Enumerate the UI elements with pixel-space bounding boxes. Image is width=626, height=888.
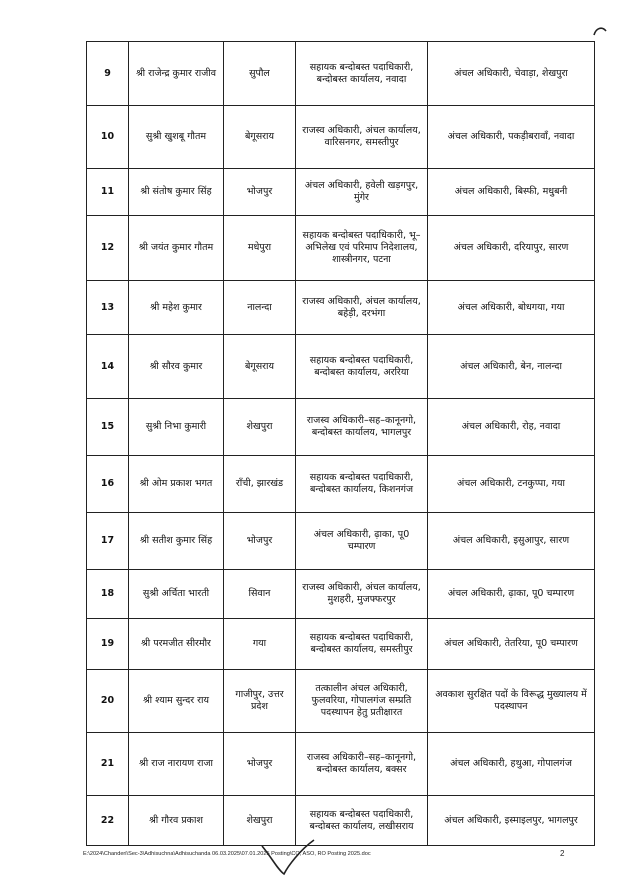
current-posting: सहायक बन्दोबस्त पदाधिकारी, बन्दोबस्त कार्यालय, लखीसराय <box>296 796 428 846</box>
new-posting: अंचल अधिकारी, दरियापुर, सारण <box>428 216 595 281</box>
new-posting: अंचल अधिकारी, चेवाड़ा, शेखपुरा <box>428 42 595 106</box>
officer-name: श्री राज नारायण राजा <box>129 733 224 796</box>
table-row <box>87 281 595 335</box>
table-row <box>87 456 595 513</box>
serial-number: 11 <box>87 169 129 216</box>
new-posting: अंचल अधिकारी, हथुआ, गोपालगंज <box>428 733 595 796</box>
officer-name: श्री परमजीत सीरमौर <box>129 619 224 670</box>
home-district: नालन्दा <box>224 281 296 335</box>
current-posting: राजस्व अधिकारी, अंचल कार्यालय, वारिसनगर, समस्तीपुर <box>296 106 428 169</box>
current-posting: राजस्व अधिकारी–सह–कानूनगो, बन्दोबस्त कार्यालय, भागलपुर <box>296 399 428 456</box>
serial-number: 10 <box>87 106 129 169</box>
home-district: भोजपुर <box>224 169 296 216</box>
current-posting: तत्कालीन अंचल अधिकारी, फुलवरिया, गोपालगंज सम्प्रति पदस्थापन हेतु प्रतीक्षारत <box>296 670 428 733</box>
table-row <box>87 570 595 619</box>
officer-name: श्री सतीश कुमार सिंह <box>129 513 224 570</box>
home-district: मधेपुरा <box>224 216 296 281</box>
serial-number: 13 <box>87 281 129 335</box>
current-posting: सहायक बन्दोबस्त पदाधिकारी, भू–अभिलेख एवं परिमाप निदेशालय, शास्त्रीनगर, पटना <box>296 216 428 281</box>
officer-name: श्री श्याम सुन्दर राय <box>129 670 224 733</box>
new-posting: अवकाश सुरक्षित पदों के विरूद्ध मुख्यालय में पदस्थापन <box>428 670 595 733</box>
table-row <box>87 106 595 169</box>
current-posting: सहायक बन्दोबस्त पदाधिकारी, बन्दोबस्त कार्यालय, नवादा <box>296 42 428 106</box>
officer-name: श्री ओम प्रकाश भगत <box>129 456 224 513</box>
table-row <box>87 42 595 106</box>
file-path-footer: E:\2024\Chanderi\Sec-3\Adhisuchna\Adhisuchanda 06.03.2025\07.01.2025 Posting\CO, ASO, RO Posting 2025.doc <box>83 851 371 857</box>
home-district: गाजीपुर, उत्तर प्रदेश <box>224 670 296 733</box>
officer-name: श्री महेश कुमार <box>129 281 224 335</box>
home-district: बेगूसराय <box>224 106 296 169</box>
officer-name: सुश्री खुशबू गौतम <box>129 106 224 169</box>
serial-number: 9 <box>87 42 129 106</box>
new-posting: अंचल अधिकारी, बिस्फी, मधुबनी <box>428 169 595 216</box>
home-district: बेगूसराय <box>224 335 296 399</box>
serial-number: 15 <box>87 399 129 456</box>
home-district: गया <box>224 619 296 670</box>
officer-name: श्री गौरव प्रकाश <box>129 796 224 846</box>
current-posting: राजस्व अधिकारी, अंचल कार्यालय, मुशहरी, मुजफ्फरपुर <box>296 570 428 619</box>
table-row <box>87 169 595 216</box>
officer-name: सुश्री अर्चिता भारती <box>129 570 224 619</box>
serial-number: 14 <box>87 335 129 399</box>
officer-name: श्री जयंत कुमार गौतम <box>129 216 224 281</box>
serial-number: 17 <box>87 513 129 570</box>
new-posting: अंचल अधिकारी, इसुआपुर, सारण <box>428 513 595 570</box>
new-posting: अंचल अधिकारी, ढ़ाका, पू0 चम्पारण <box>428 570 595 619</box>
current-posting: राजस्व अधिकारी, अंचल कार्यालय, बहेड़ी, दरभंगा <box>296 281 428 335</box>
posting-table <box>86 41 595 846</box>
home-district: सुपौल <box>224 42 296 106</box>
officer-name: श्री सौरव कुमार <box>129 335 224 399</box>
home-district: शेखपुरा <box>224 796 296 846</box>
officer-name: श्री राजेन्द्र कुमार राजीव <box>129 42 224 106</box>
pen-mark-icon <box>592 24 608 38</box>
table-row <box>87 335 595 399</box>
home-district: राँची, झारखंड <box>224 456 296 513</box>
new-posting: अंचल अधिकारी, बेन, नालन्दा <box>428 335 595 399</box>
table-row <box>87 399 595 456</box>
table-row <box>87 216 595 281</box>
new-posting: अंचल अधिकारी, बोधगया, गया <box>428 281 595 335</box>
table-row <box>87 619 595 670</box>
serial-number: 20 <box>87 670 129 733</box>
new-posting: अंचल अधिकारी, रोह, नवादा <box>428 399 595 456</box>
page-number: 2 <box>560 849 565 858</box>
home-district: शेखपुरा <box>224 399 296 456</box>
home-district: भोजपुर <box>224 733 296 796</box>
table-row <box>87 733 595 796</box>
tick-mark-icon <box>258 836 318 878</box>
table-row <box>87 513 595 570</box>
table-row <box>87 670 595 733</box>
home-district: सिवान <box>224 570 296 619</box>
current-posting: सहायक बन्दोबस्त पदाधिकारी, बन्दोबस्त कार्यालय, समस्तीपुर <box>296 619 428 670</box>
serial-number: 21 <box>87 733 129 796</box>
serial-number: 18 <box>87 570 129 619</box>
new-posting: अंचल अधिकारी, इस्माइलपुर, भागलपुर <box>428 796 595 846</box>
current-posting: राजस्व अधिकारी–सह–कानूनगो, बन्दोबस्त कार्यालय, बक्सर <box>296 733 428 796</box>
officer-name: सुश्री निभा कुमारी <box>129 399 224 456</box>
serial-number: 12 <box>87 216 129 281</box>
serial-number: 19 <box>87 619 129 670</box>
current-posting: सहायक बन्दोबस्त पदाधिकारी, बन्दोबस्त कार्यालय, अररिया <box>296 335 428 399</box>
home-district: भोजपुर <box>224 513 296 570</box>
current-posting: सहायक बन्दोबस्त पदाधिकारी, बन्दोबस्त कार्यालय, किशनगंज <box>296 456 428 513</box>
current-posting: अंचल अधिकारी, ढ़ाका, पू0 चम्पारण <box>296 513 428 570</box>
new-posting: अंचल अधिकारी, तेतरिया, पू0 चम्पारण <box>428 619 595 670</box>
new-posting: अंचल अधिकारी, टनकुप्पा, गया <box>428 456 595 513</box>
officer-name: श्री संतोष कुमार सिंह <box>129 169 224 216</box>
table-row <box>87 796 595 846</box>
serial-number: 16 <box>87 456 129 513</box>
new-posting: अंचल अधिकारी, पकड़ीबरावाँ, नवादा <box>428 106 595 169</box>
current-posting: अंचल अधिकारी, हवेली खड़गपुर, मुंगेर <box>296 169 428 216</box>
serial-number: 22 <box>87 796 129 846</box>
